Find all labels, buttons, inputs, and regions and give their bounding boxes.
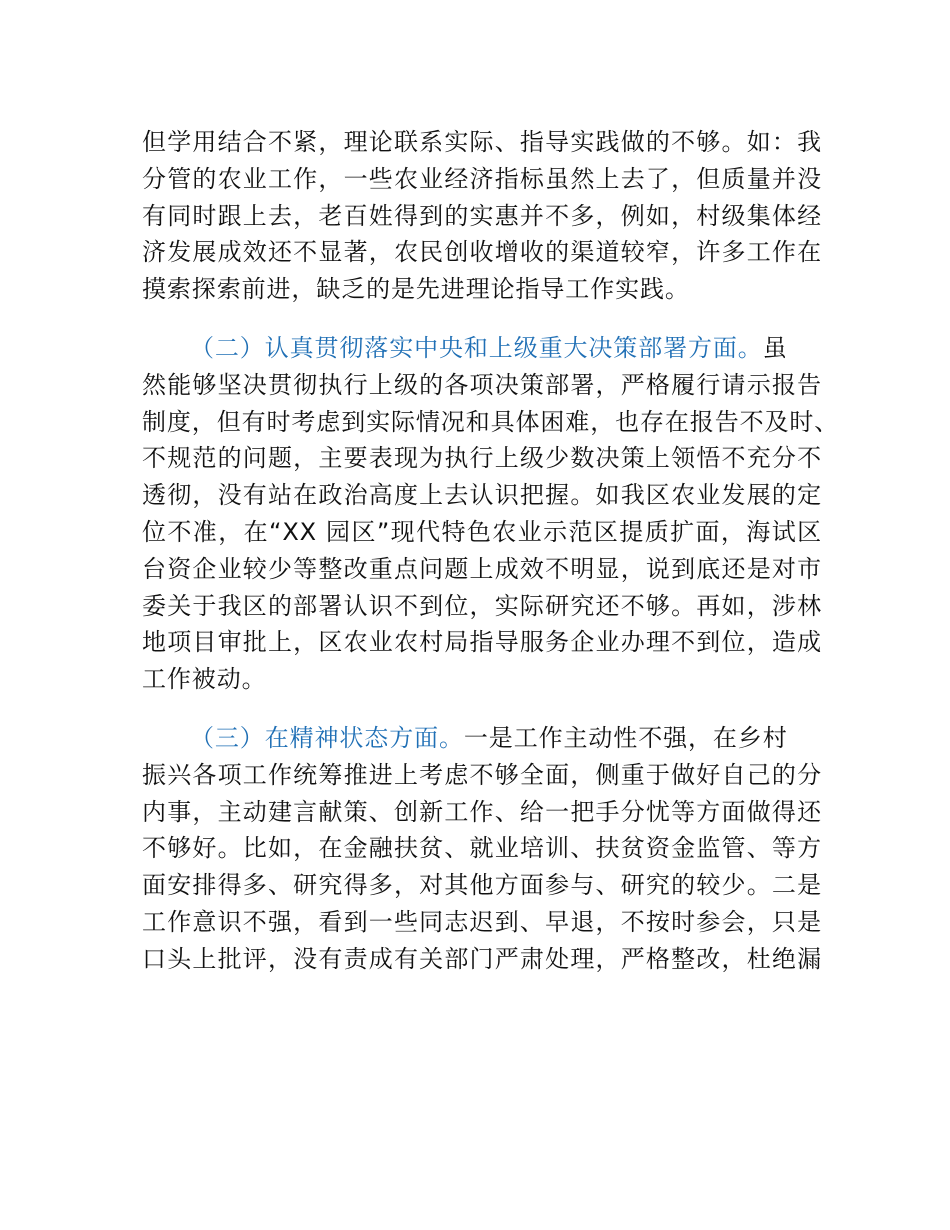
paragraph-2 [142,330,840,698]
paragraph-1 [142,124,822,308]
paragraph-line: 台资企业较少等整改重点问题上成效不明显，说到底还是对市 [142,554,822,583]
paragraph-line: 摸索探索前进，缺乏的是先进理论指导工作实践。 [142,275,690,304]
document-body [142,124,840,978]
paragraph-line: 但学用结合不紧，理论联系实际、指导实践做的不够。如：我 [142,128,822,156]
paragraph-line: 分管的农业工作，一些农业经济指标虽然上去了，但质量并没 [142,164,822,193]
paragraph-line: 不规范的问题，主要表现为执行上级少数决策上领悟不充分不 [142,444,822,473]
paragraph-line: 不够好。比如，在金融扶贫、就业培训、扶贫资金监管、等方 [142,834,822,863]
paragraph-line: 制度，但有时考虑到实际情况和具体困难，也存在报告不及时、 [142,407,840,436]
paragraph-line: 然能够坚决贯彻执行上级的各项决策部署，严格履行请示报告 [142,370,822,399]
section-heading-3: （三）在精神状态方面。 [190,723,464,752]
paragraph-line-start: 虽 [762,333,788,362]
paragraph-line: 内事，主动建言献策、创新工作、给一把手分忧等方面做得还 [142,797,822,826]
paragraph-spacer [142,698,822,720]
paragraph-first-line [142,720,822,757]
paragraph-line-start: 一是工作主动性不强，在乡村 [463,723,788,752]
paragraph-line: 位不准，在“XX 园区”现代特色农业示范区提质扩面，海试区 [142,517,822,546]
paragraph-line: 面安排得多、研究得多，对其他方面参与、研究的较少。二是 [142,871,822,900]
paragraph-line: 地项目审批上，区农业农村局指导服务企业办理不到位，造成 [142,628,822,657]
paragraph-line: 济发展成效还不显著，农民创收增收的渠道较窄，许多工作在 [142,238,822,267]
paragraph-line: 委关于我区的部署认识不到位，实际研究还不够。再如，涉林 [142,591,822,620]
paragraph-line: 有同时跟上去，老百姓得到的实惠并不多，例如，村级集体经 [142,201,822,230]
paragraph-line: 透彻，没有站在政治高度上去认识把握。如我区农业发展的定 [142,481,822,510]
paragraph-spacer [142,308,822,330]
paragraph-3 [142,720,822,978]
paragraph-line: 工作意识不强，看到一些同志迟到、早退，不按时参会，只是 [142,907,822,936]
paragraph-line: 振兴各项工作统筹推进上考虑不够全面，侧重于做好自己的分 [142,760,822,789]
paragraph-line: 工作被动。 [142,665,267,694]
paragraph-first-line [142,330,822,367]
section-heading-2: （二）认真贯彻落实中央和上级重大决策部署方面。 [190,333,763,362]
paragraph-line: 口头上批评，没有责成有关部门严肃处理，严格整改，杜绝漏 [142,944,822,973]
